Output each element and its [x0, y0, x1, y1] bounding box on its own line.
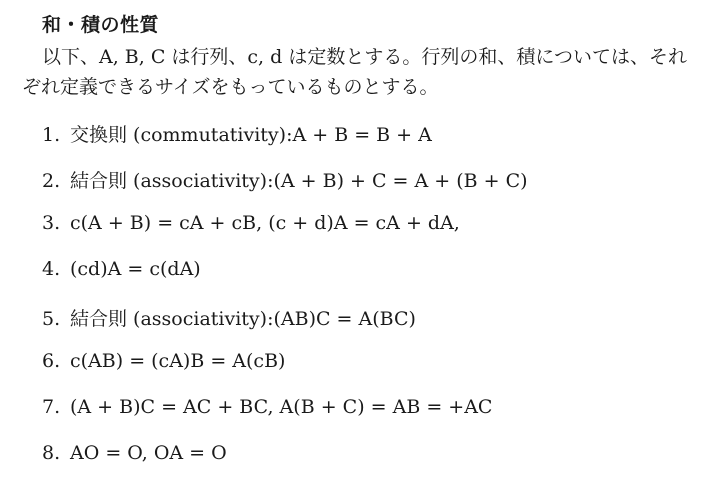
property-item-8 [42, 442, 227, 464]
item-number: 1. [42, 124, 61, 146]
item-number: 4. [42, 258, 61, 280]
item-text: c(AB) = (cA)B = A(cB) [70, 350, 286, 372]
item-text: 結合則 (associativity):(A + B) + C = A + (B + C) [70, 170, 528, 192]
item-number: 5. [42, 308, 61, 330]
item-number: 7. [42, 396, 61, 418]
item-number: 8. [42, 442, 61, 464]
item-number: 3. [42, 212, 61, 234]
item-text: (cd)A = c(dA) [70, 258, 201, 280]
intro-line-1: 以下、A, B, C は行列、c, d は定数とする。行列の和、積については、それ [42, 46, 687, 68]
property-item-3 [42, 212, 460, 234]
property-item-6 [42, 350, 285, 372]
item-text: c(A + B) = cA + cB, (c + d)A = cA + dA, [70, 212, 460, 234]
item-text: AO = O, OA = O [70, 442, 227, 464]
property-item-2 [42, 166, 528, 193]
property-item-1 [42, 120, 432, 147]
section-heading: 和・積の性質 [42, 14, 160, 36]
property-item-4 [42, 258, 201, 280]
item-text: 結合則 (associativity):(AB)C = A(BC) [70, 308, 416, 330]
item-text: (A + B)C = AC + BC, A(B + C) = AB = +AC [70, 396, 493, 418]
property-item-5 [42, 304, 416, 331]
item-text: 交換則 (commutativity):A + B = B + A [70, 124, 432, 146]
item-number: 6. [42, 350, 61, 372]
property-item-7 [42, 396, 492, 418]
intro-line-2: ぞれ定義できるサイズをもっているものとする。 [22, 76, 439, 98]
item-number: 2. [42, 170, 61, 192]
